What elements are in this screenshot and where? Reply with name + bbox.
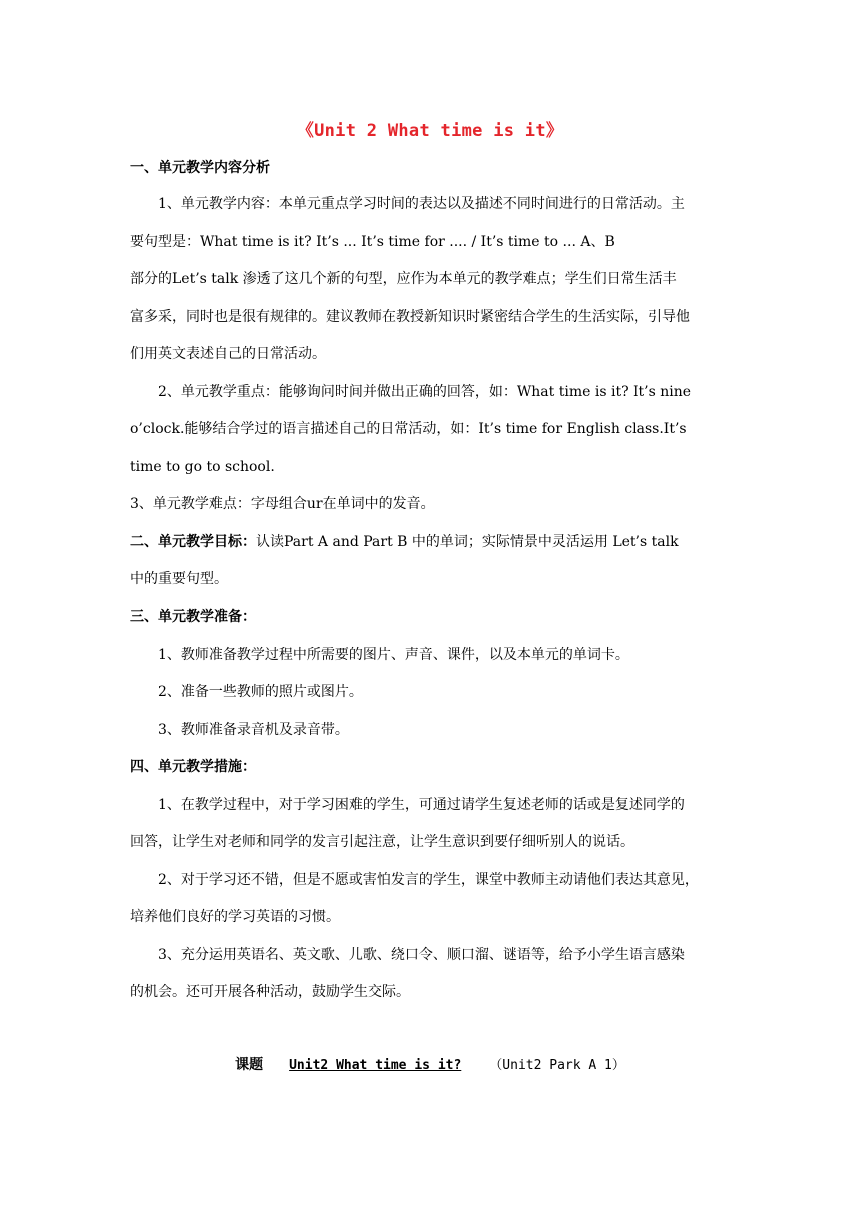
section-4-heading: 四、单元教学措施：: [130, 759, 256, 775]
paragraph-line: 们用英文表述自己的日常活动。: [130, 346, 326, 362]
course-line: [0, 1055, 860, 1076]
section-3-heading: 三、单元教学准备：: [130, 609, 256, 625]
section-2-line: [130, 532, 730, 552]
document-title: 《Unit 2 What time is it》: [296, 121, 564, 141]
paragraph-line: 2、对于学习还不错，但是不愿或害怕发言的学生，课堂中教师主动请他们表达其意见，: [158, 872, 699, 888]
paragraph-line: 3、充分运用英语名、英文歌、儿歌、绕口令、顺口溜、谜语等，给予小学生语言感染: [158, 947, 685, 963]
list-item: 1、教师准备教学过程中所需要的图片、声音、课件，以及本单元的单词卡。: [158, 647, 629, 663]
list-item: 2、准备一些教师的照片或图片。: [158, 684, 363, 700]
section-2-heading: 二、单元教学目标：: [130, 534, 256, 550]
paragraph-line: 3、单元教学难点：字母组合ur在单词中的发音。: [130, 496, 435, 512]
paragraph-line: 回答，让学生对老师和同学的发言引起注意，让学生意识到要仔细听别人的说话。: [130, 834, 634, 850]
course-label: 课题: [235, 1057, 264, 1073]
section-2-text: 认读Part A and Part B 中的单词；实际情景中灵活运用 Let’s talk: [256, 534, 679, 550]
paragraph-line: 部分的Let’s talk 渗透了这几个新的句型，应作为本单元的教学难点；学生们日常生活丰: [130, 271, 677, 287]
paragraph-line: 的机会。还可开展各种活动，鼓励学生交际。: [130, 984, 410, 1000]
paragraph-line: 2、单元教学重点：能够询问时间并做出正确的回答，如：What time is it? It’s nine: [158, 384, 692, 400]
paragraph-line: 1、在教学过程中，对于学习困难的学生，可通过请学生复述老师的话或是复述同学的: [158, 797, 685, 813]
course-title: Unit2 What time is it?: [289, 1058, 462, 1073]
paragraph-line: time to go to school.: [130, 459, 275, 475]
paragraph-line: o’clock.能够结合学过的语言描述自己的日常活动，如：It’s time for English class.It’s: [130, 421, 687, 437]
section-1-heading: 一、单元教学内容分析: [130, 160, 270, 176]
paragraph-line: 中的重要句型。: [130, 571, 228, 587]
paragraph-line: 1、单元教学内容：本单元重点学习时间的表达以及描述不同时间进行的日常活动。主: [158, 196, 685, 212]
course-part: （Unit2 Park A 1）: [489, 1058, 625, 1073]
list-item: 3、教师准备录音机及录音带。: [158, 722, 349, 738]
paragraph-line: 要句型是：What time is it? It’s ... It’s time for .... / It’s time to ... A、B: [130, 234, 615, 250]
paragraph-line: 富多采，同时也是很有规律的。建议教师在教授新知识时紧密结合学生的生活实际，引导他: [130, 309, 690, 325]
paragraph-line: 培养他们良好的学习英语的习惯。: [130, 909, 340, 925]
